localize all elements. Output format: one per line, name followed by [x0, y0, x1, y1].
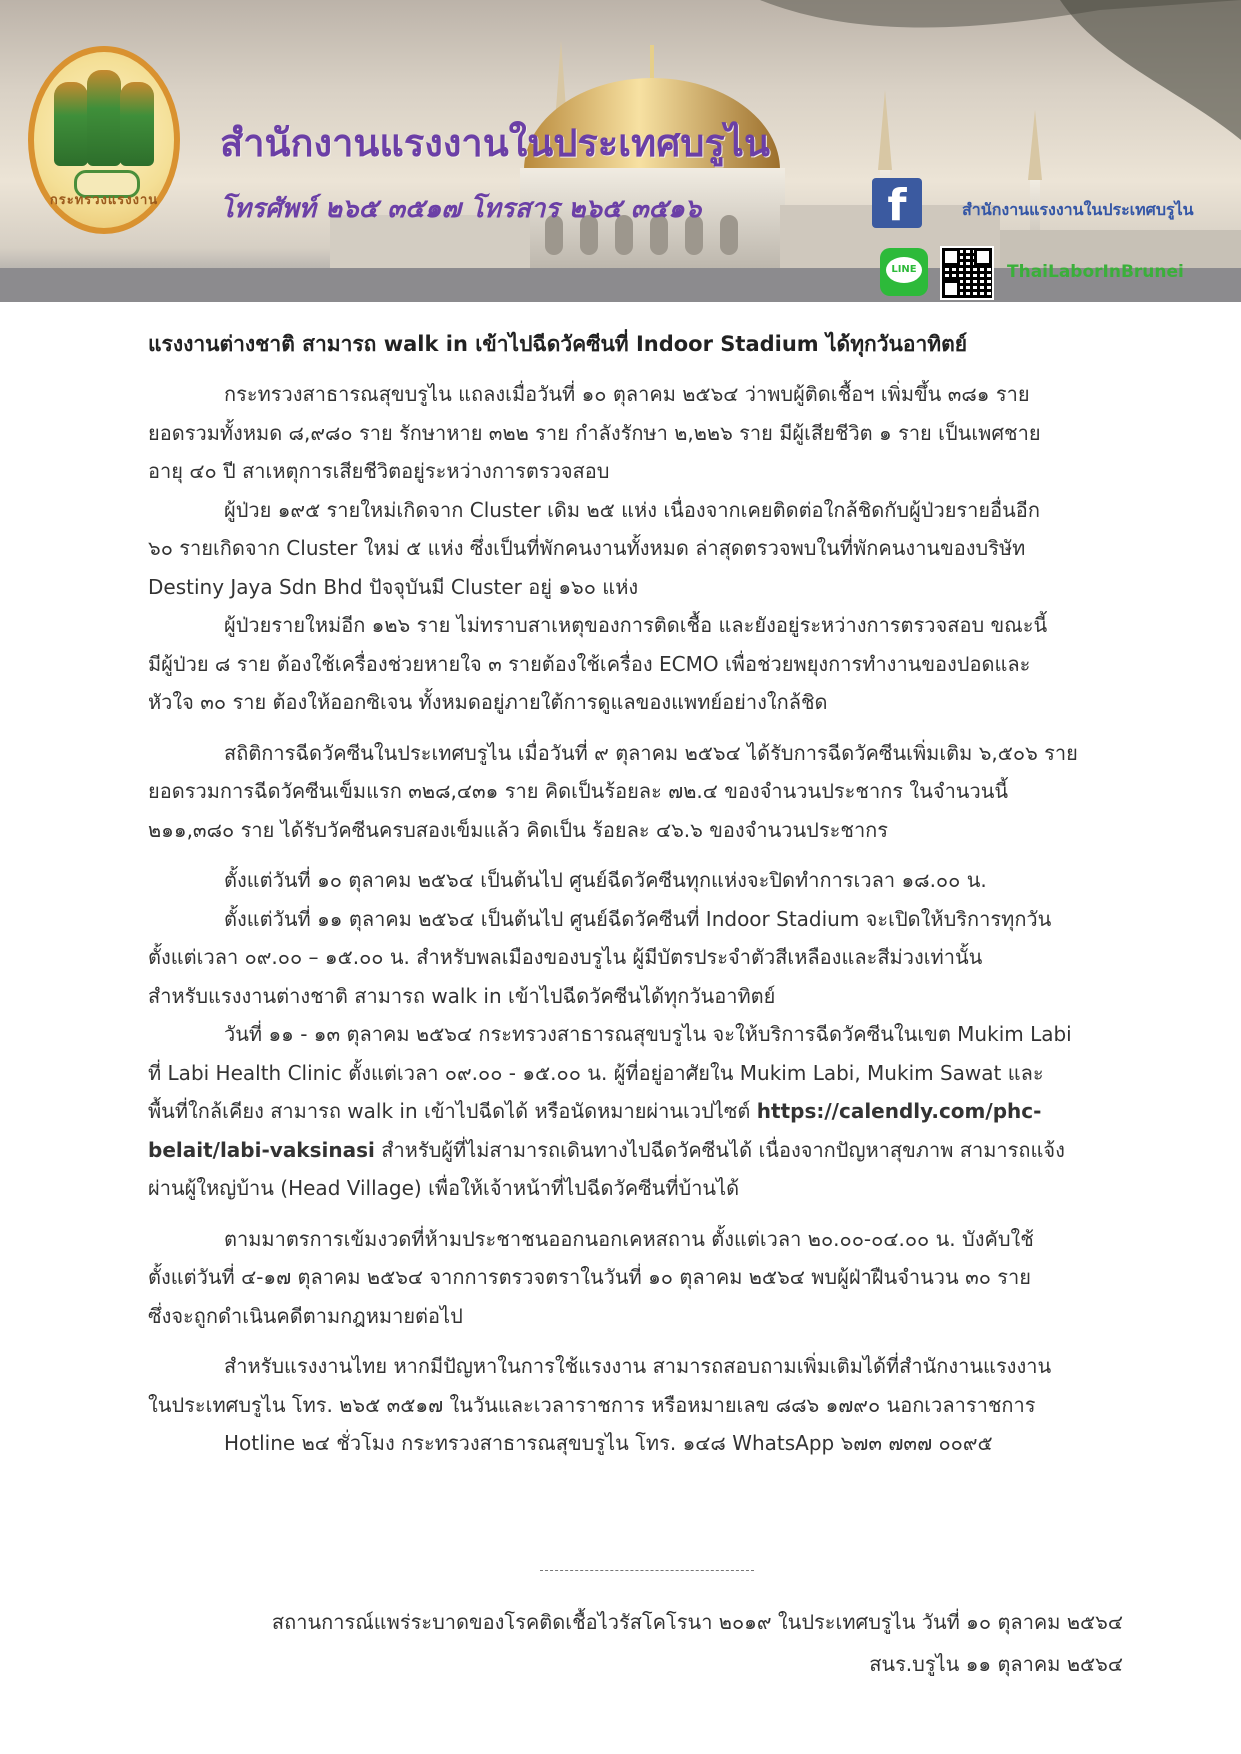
line-icon[interactable]	[880, 248, 928, 296]
facebook-page-name[interactable]: สำนักงานแรงงานในประเทศบรูไน	[962, 200, 1194, 219]
text-line: ๒๑๑,๓๘๐ ราย ได้รับวัคซีนครบสองเข็มแล้ว คิดเป็น ร้อยละ ๔๖.๖ ของจำนวนประชากร	[148, 817, 889, 842]
text-line: หัวใจ ๓๐ ราย ต้องให้ออกซิเจน ทั้งหมดอยู่ภายใต้การดูแลของแพทย์อย่างใกล้ชิด	[148, 690, 828, 714]
article-headline: แรงงานต่างชาติ สามารถ walk in เข้าไปฉีดวัคซีนที่ Indoor Stadium ได้ทุกวันอาทิตย์	[148, 332, 968, 356]
text-line: สำหรับแรงงานไทย หากมีปัญหาในการใช้แรงงาน สามารถสอบถามเพิ่มเติมได้ที่สำนักงานแรงงาน	[224, 1354, 1052, 1378]
paragraph-mukim-labi	[148, 1015, 1122, 1208]
paragraph-new-cases	[148, 375, 1122, 491]
text-line	[148, 1131, 1122, 1170]
text-line: อายุ ๔๐ ปี สาเหตุการเสียชีวิตอยู่ระหว่างการตรวจสอบ	[148, 459, 610, 483]
text-line: กระทรวงสาธารณสุขบรูไน แถลงเมื่อวันที่ ๑๐ ตุลาคม ๒๕๖๔ ว่าพบผู้ติดเชื้อฯ เพิ่มขึ้น ๓๘๑ ราย	[224, 382, 1030, 406]
text-line	[148, 1092, 1122, 1131]
logo-figure-left	[54, 82, 88, 166]
spacer	[148, 849, 1122, 861]
paragraph-closing-time	[148, 861, 1122, 900]
qr-corner	[942, 280, 960, 298]
text-line: Hotline ๒๔ ชั่วโมง กระทรวงสาธารณสุขบรูไน โทร. ๑๔๘ WhatsApp ๖๗๓ ๗๓๗ ๐๐๙๕	[224, 1431, 993, 1455]
text-line: ตั้งแต่วันที่ ๔-๑๗ ตุลาคม ๒๕๖๔ จากการตรวจตราในวันที่ ๑๐ ตุลาคม ๒๕๖๔ พบผู้ฝ่าฝืนจำนวน ๓๐ ราย	[148, 1265, 1031, 1289]
text-line: สำหรับแรงงานต่างชาติ สามารถ walk in เข้าไปฉีดวัคซีนได้ทุกวันอาทิตย์	[148, 983, 776, 1008]
text-line: สถิติการฉีดวัคซีนในประเทศบรูไน เมื่อวันที่ ๙ ตุลาคม ๒๕๖๔ ได้รับการฉีดวัคซีนเพิ่มเติม ๖,๕๐๖ ราย	[224, 740, 1078, 765]
qr-code-icon	[940, 246, 994, 300]
text-line: ซึ่งจะถูกดำเนินคดีตามกฎหมายต่อไป	[148, 1303, 463, 1328]
text-line: วันที่ ๑๑ - ๑๓ ตุลาคม ๒๕๖๔ กระทรวงสาธารณสุขบรูไน จะให้บริการฉีดวัคซีนในเขต Mukim Labi	[224, 1022, 1072, 1046]
text-line: ในประเทศบรูไน โทร. ๒๖๕ ๓๕๑๗ ในวันและเวลาราชการ หรือหมายเลข ๘๘๖ ๑๗๙๐ นอกเวลาราชการ	[148, 1392, 1036, 1417]
text-line: ๖๐ รายเกิดจาก Cluster ใหม่ ๕ แห่ง ซึ่งเป็นที่พักคนงานทั้งหมด ล่าสุดตรวจพบในที่พักคนงานของบริษัท	[148, 536, 1026, 560]
qr-corner	[974, 248, 992, 266]
text-line: ผู้ป่วย ๑๙๕ รายใหม่เกิดจาก Cluster เดิม ๒๕ แห่ง เนื่องจากเคยติดต่อใกล้ชิดกับผู้ป่วยรายอื่นอีก	[224, 497, 1040, 522]
calendly-link-continued[interactable]: belait/labi-vaksinasi	[148, 1137, 375, 1162]
text-line: ผู้ป่วยรายใหม่อีก ๑๒๖ ราย ไม่ทราบสาเหตุของการติดเชื้อ และยังอยู่ระหว่างการตรวจสอบ ขณะนี้	[224, 613, 1048, 637]
logo-figure-right	[120, 82, 154, 166]
text-segment: สำหรับผู้ที่ไม่สามารถเดินทางไปฉีดวัคซีนได้ เนื่องจากปัญหาสุขภาพ สามารถแจ้ง	[374, 1137, 1065, 1162]
org-title: สำนักงานแรงงานในประเทศบรูไน	[220, 121, 770, 165]
calendly-link[interactable]: https://calendly.com/phc-	[756, 1099, 1042, 1123]
line-icon-label: LINE	[886, 257, 922, 283]
spacer	[148, 1208, 1122, 1220]
paragraph-contact-info	[148, 1347, 1122, 1463]
dashed-divider	[540, 1570, 754, 1571]
footer-source: สถานการณ์แพร่ระบาดของโรคติดเชื้อไวรัสโคโรนา ๒๐๑๙ ในประเทศบรูไน วันที่ ๑๐ ตุลาคม ๒๕๖๔	[271, 1610, 1123, 1634]
paragraph-unknown-source	[148, 606, 1122, 722]
text-line: ที่ Labi Health Clinic ตั้งแต่เวลา ๐๙.๐๐ - ๑๕.๐๐ น. ผู้ที่อยู่อาศัยใน Mukim Labi, Mukim Sawat และ	[148, 1060, 1044, 1085]
ministry-of-labour-logo	[28, 46, 180, 234]
footer-signature: สนร.บรูไน ๑๑ ตุลาคม ๒๕๖๔	[869, 1652, 1123, 1676]
text-segment: พื้นที่ใกล้เคียง สามารถ walk in เข้าไปฉีดได้ หรือนัดหมายผ่านเวปไซต์	[148, 1099, 757, 1123]
text-line: ผ่านผู้ใหญ่บ้าน (Head Village) เพื่อให้เจ้าหน้าที่ไปฉีดวัคซีนที่บ้านได้	[148, 1176, 740, 1200]
logo-text: กระทรวงแรงงาน	[49, 193, 159, 208]
text-line: ตามมาตรการเข้มงวดที่ห้ามประชาชนออกนอกเคหสถาน ตั้งแต่เวลา ๒๐.๐๐-๐๔.๐๐ น. บังคับใช้	[224, 1226, 1034, 1251]
article-body	[148, 328, 1122, 1463]
text-line: มีผู้ป่วย ๘ ราย ต้องใช้เครื่องช่วยหายใจ ๓ รายต้องใช้เครื่อง ECMO เพื่อช่วยพยุงการทำงานของปอดและ	[148, 651, 1031, 676]
text-line: ตั้งแต่วันที่ ๑๐ ตุลาคม ๒๕๖๔ เป็นต้นไป ศูนย์ฉีดวัคซีนทุกแห่งจะปิดทำการเวลา ๑๘.๐๐ น.	[224, 868, 987, 892]
contact-numbers: โทรศัพท์ ๒๖๕ ๓๕๑๗ โทรสาร ๒๖๕ ๓๕๑๖	[220, 194, 702, 224]
header-banner	[0, 0, 1241, 302]
qr-corner	[942, 248, 960, 266]
paragraph-curfew	[148, 1220, 1122, 1336]
text-line: Destiny Jaya Sdn Bhd ปัจจุบันมี Cluster อยู่ ๑๖๐ แห่ง	[148, 574, 639, 599]
spacer	[148, 722, 1122, 734]
line-id[interactable]: ThaiLaborInBrunei	[1007, 262, 1184, 282]
text-line: ตั้งแต่เวลา ๐๙.๐๐ – ๑๕.๐๐ น. สำหรับพลเมืองของบรูไน ผู้มีบัตรประจำตัวสีเหลืองและสีม่วงเท่านั้น	[148, 945, 983, 969]
paragraph-clusters	[148, 491, 1122, 607]
paragraph-indoor-stadium	[148, 900, 1122, 1016]
text-line: ยอดรวมการฉีดวัคซีนเข็มแรก ๓๒๘,๔๓๑ ราย คิดเป็นร้อยละ ๗๒.๔ ของจำนวนประชากร ในจำนวนนี้	[148, 779, 1009, 803]
paragraph-vaccination-stats	[148, 734, 1122, 850]
logo-figure-center	[87, 70, 121, 166]
text-line: ยอดรวมทั้งหมด ๘,๙๘๐ ราย รักษาหาย ๓๒๒ ราย กำลังรักษา ๒,๒๒๖ ราย มีผู้เสียชีวิต ๑ ราย เป็นเพศชาย	[148, 420, 1041, 445]
facebook-icon[interactable]: f	[872, 178, 922, 228]
spacer	[148, 1335, 1122, 1347]
text-line: ตั้งแต่วันที่ ๑๑ ตุลาคม ๒๕๖๔ เป็นต้นไป ศูนย์ฉีดวัคซีนที่ Indoor Stadium จะเปิดให้บริการทุกวัน	[224, 906, 1052, 931]
